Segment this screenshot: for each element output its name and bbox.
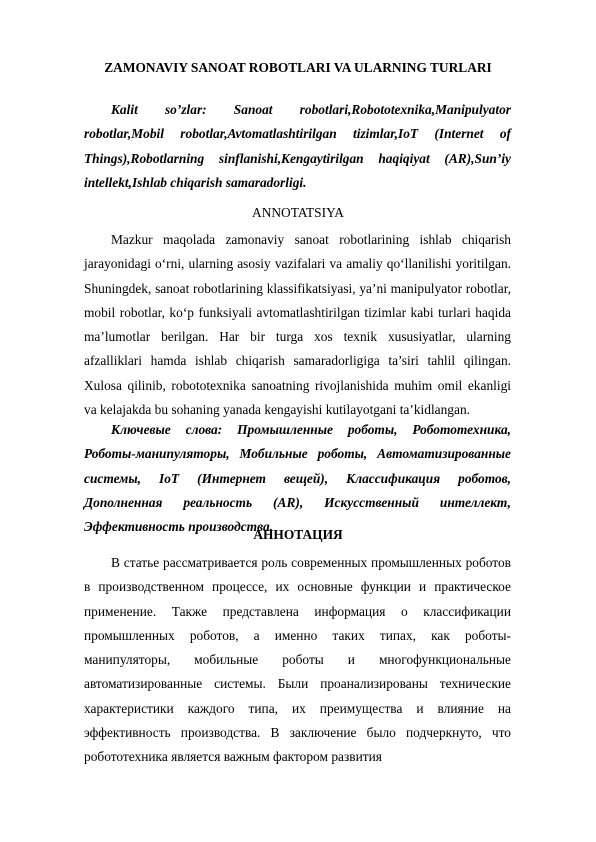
keywords-ru-text: Ключевые слова: Промышленные роботы, Робототехника, Роботы-манипуляторы, Мобильные роботы, Автоматизированные системы, IoT (Интернет вещей), Классификация роботов, Дополненная реальность (AR), Искусственный интеллект, Эффективность производства. [84, 422, 511, 535]
annotation-uz [84, 228, 511, 422]
annotation-uz-body: Mazkur maqolada zamonaviy sanoat robotlarining ishlab chiqarish jarayonidagi o‘rni, ularning asosiy vazifalari va amaliy qo‘llanilishi yoritilgan. Shuningdek, sanoat robotlarining klassifikatsiyasi, ya’ni manipulyator robotlar, mobil robotlar, ko‘p funksiyali avtomatlashtirilgan tizimlar kabi turlari haqida ma’lumotlar berilgan. Har bir turga xos texnik xususiyatlar, ularning afzalliklari hamda ishlab chiqarish samaradorligiga ta’siri tahlil qilingan. Xulosa qilinib, robototexnika sanoatning rivojlanishida muhim omil ekanligi va kelajakda bu sohaning yanada kengayishi kutilayotgani ta’kidlangan. [84, 232, 511, 418]
annotation-ru [84, 551, 511, 770]
annotation-ru-body: В статье рассматривается роль современных промышленных роботов в производственном процессе, их основные функции и практическое применение. Также представлена информация о классификации промышленных роботов, а именно таких типах, как роботы-манипуляторы, мобильные роботы и многофункциональные автоматизированные системы. Были проанализированы технические характеристики каждого типа, их преимущества и влияние на эффективность производства. В заключение было подчеркнуто, что робототехника является важным фактором развития [84, 555, 511, 765]
keywords-uz-text: Kalit so’zlar: Sanoat robotlari,Robototexnika,Manipulyator robotlar,Mobil robotlar,Avtomatlashtirilgan tizimlar,IoT (Internet of Things),Robotlarning sinflanishi,Kengaytirilgan haqiqiyat (AR),Sun’iy intellekt,Ishlab chiqarish samaradorligi. [84, 102, 511, 190]
annotation-ru-heading: АННОТАЦИЯ [253, 527, 343, 542]
annotation-uz-heading: ANNOTATSIYA [252, 205, 344, 220]
keywords-uz [84, 98, 511, 195]
paper-title: ZAMONAVIY SANOAT ROBOTLARI VA ULARNING TURLARI [104, 60, 492, 75]
keywords-ru [84, 418, 511, 539]
